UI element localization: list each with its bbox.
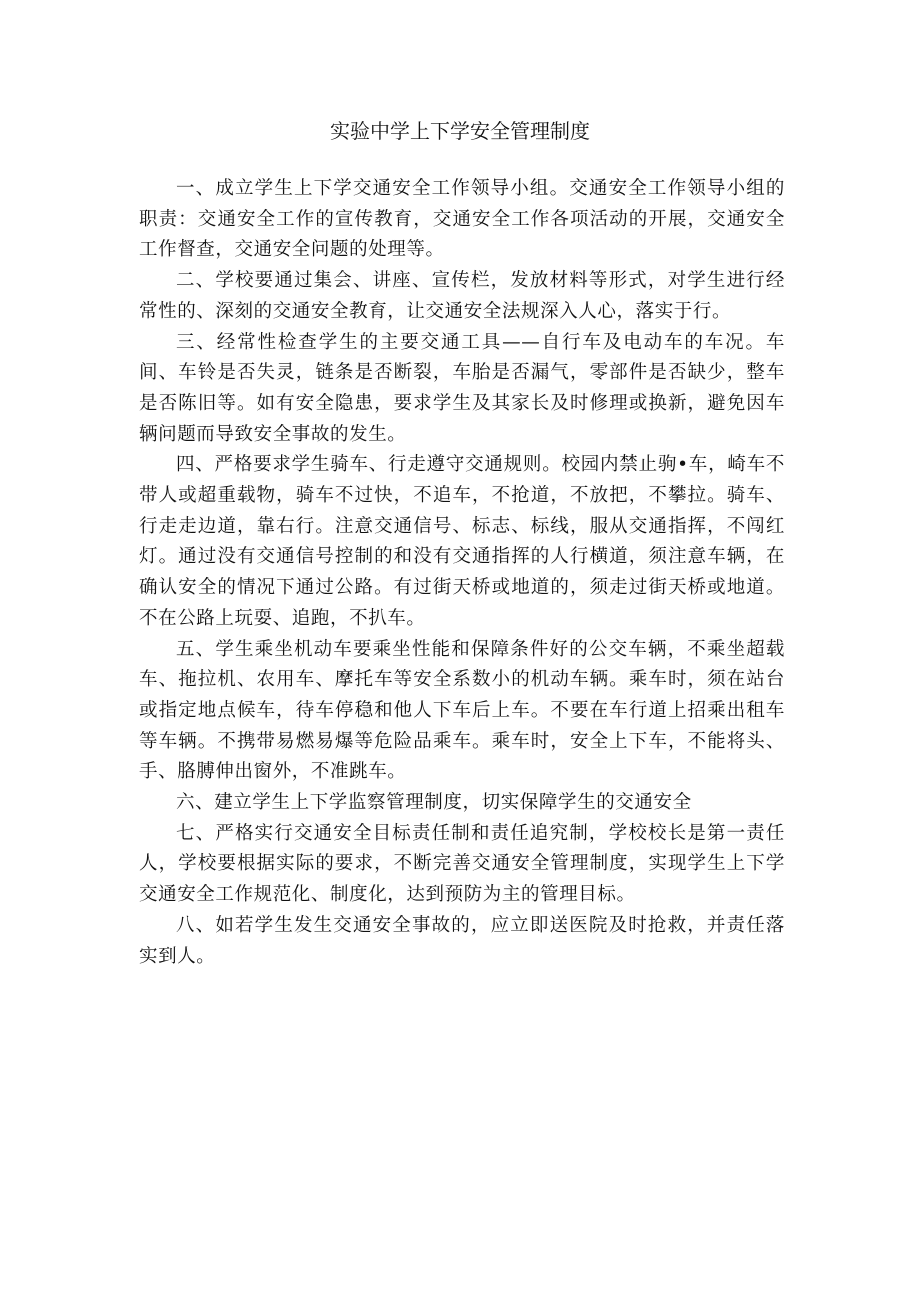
paragraph-5: 五、学生乘坐机动车要乘坐性能和保障条件好的公交车辆，不乘坐超载车、拖拉机、农用车、摩托车等安全系数小的机动车辆。乘车时，须在站台或指定地点候车，待车停稳和他人下车后上车。不要在车行道上招乘出租车等车辆。不携带易燃易爆等危险品乘车。乘车时，安全上下车，不能将头、手、胳膊伸出窗外，不准跳车。: [139, 638, 785, 783]
paragraph-7: 七、严格实行交通安全目标责任制和责任追究制，学校校长是第一责任人，学校要根据实际的要求，不断完善交通安全管理制度，实现学生上下学交通安全工作规范化、制度化，达到预防为主的管理目标。: [139, 822, 785, 906]
paragraph-3: 三、经常性检查学生的主要交通工具——自行车及电动车的车况。车间、车铃是否失灵，链条是否断裂，车胎是否漏气，零部件是否缺少，整车是否陈旧等。如有安全隐患，要求学生及其家长及时修理或换新，避免因车辆问题而导致安全事故的发生。: [139, 331, 785, 445]
paragraph-4: 四、严格要求学生骑车、行走遵守交通规则。校园内禁止驹•车，崎车不带人或超重载物，骑车不过快，不追车，不抢道，不放把，不攀拉。骑车、行走走边道，靠右行。注意交通信号、标志、标线，服从交通指挥，不闯红灯。通过没有交通信号控制的和没有交通指挥的人行横道，须注意车辆，在确认安全的情况下通过公路。有过街天桥或地道的，须走过街天桥或地道。不在公路上玩耍、追跑，不扒车。: [139, 454, 785, 629]
document-body: [139, 174, 785, 972]
paragraph-1: 一、成立学生上下学交通安全工作领导小组。交通安全工作领导小组的职责：交通安全工作的宣传教育，交通安全工作各项活动的开展，交通安全工作督查，交通安全问题的处理等。: [139, 178, 785, 261]
paragraph-2: 二、学校要通过集会、讲座、宣传栏，发放材料等形式，对学生进行经常性的、深刻的交通安全教育，让交通安全法规深入人心，落实于行。: [139, 270, 785, 322]
paragraph-6: 六、建立学生上下学监察管理制度，切实保障学生的交通安全: [176, 792, 692, 814]
document-title: 实验中学上下学安全管理制度: [330, 119, 590, 143]
paragraph-8: 八、如若学生发生交通安全事故的，应立即送医院及时抢救，并责任落实到人。: [139, 914, 785, 967]
